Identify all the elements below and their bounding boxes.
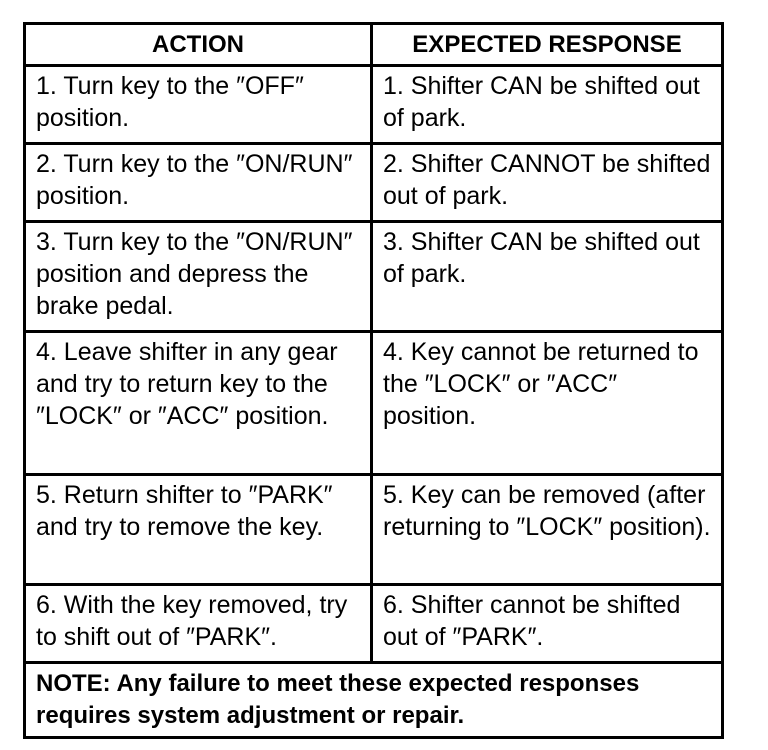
note-row: [25, 663, 723, 738]
action-cell: 1. Turn key to the ″OFF″ position.: [25, 66, 372, 144]
response-cell: 3. Shifter CAN be shifted out of park.: [372, 222, 723, 332]
table-header-row: [25, 24, 723, 66]
response-cell: 4. Key cannot be returned to the ″LOCK″ or ″ACC″ position.: [372, 332, 723, 475]
action-cell: 2. Turn key to the ″ON/RUN″ position.: [25, 144, 372, 222]
action-column-header: ACTION: [25, 24, 372, 66]
note-text: NOTE: Any failure to meet these expected responses requires system adjustment or repair.: [25, 663, 723, 738]
response-cell: 2. Shifter CANNOT be shifted out of park.: [372, 144, 723, 222]
action-cell: 3. Turn key to the ″ON/RUN″ position and depress the brake pedal.: [25, 222, 372, 332]
table-row: [25, 222, 723, 332]
response-cell: 1. Shifter CAN be shifted out of park.: [372, 66, 723, 144]
table-row: [25, 475, 723, 585]
expected-response-column-header: EXPECTED RESPONSE: [372, 24, 723, 66]
action-cell: 6. With the key removed, try to shift out of ″PARK″.: [25, 585, 372, 663]
response-cell: 6. Shifter cannot be shifted out of ″PARK″.: [372, 585, 723, 663]
response-cell: 5. Key can be removed (after returning to ″LOCK″ position).: [372, 475, 723, 585]
procedure-table: [23, 22, 724, 739]
table-row: [25, 144, 723, 222]
table-row: [25, 585, 723, 663]
table-row: [25, 332, 723, 475]
table-row: [25, 66, 723, 144]
action-cell: 5. Return shifter to ″PARK″ and try to remove the key.: [25, 475, 372, 585]
action-cell: 4. Leave shifter in any gear and try to return key to the ″LOCK″ or ″ACC″ position.: [25, 332, 372, 475]
